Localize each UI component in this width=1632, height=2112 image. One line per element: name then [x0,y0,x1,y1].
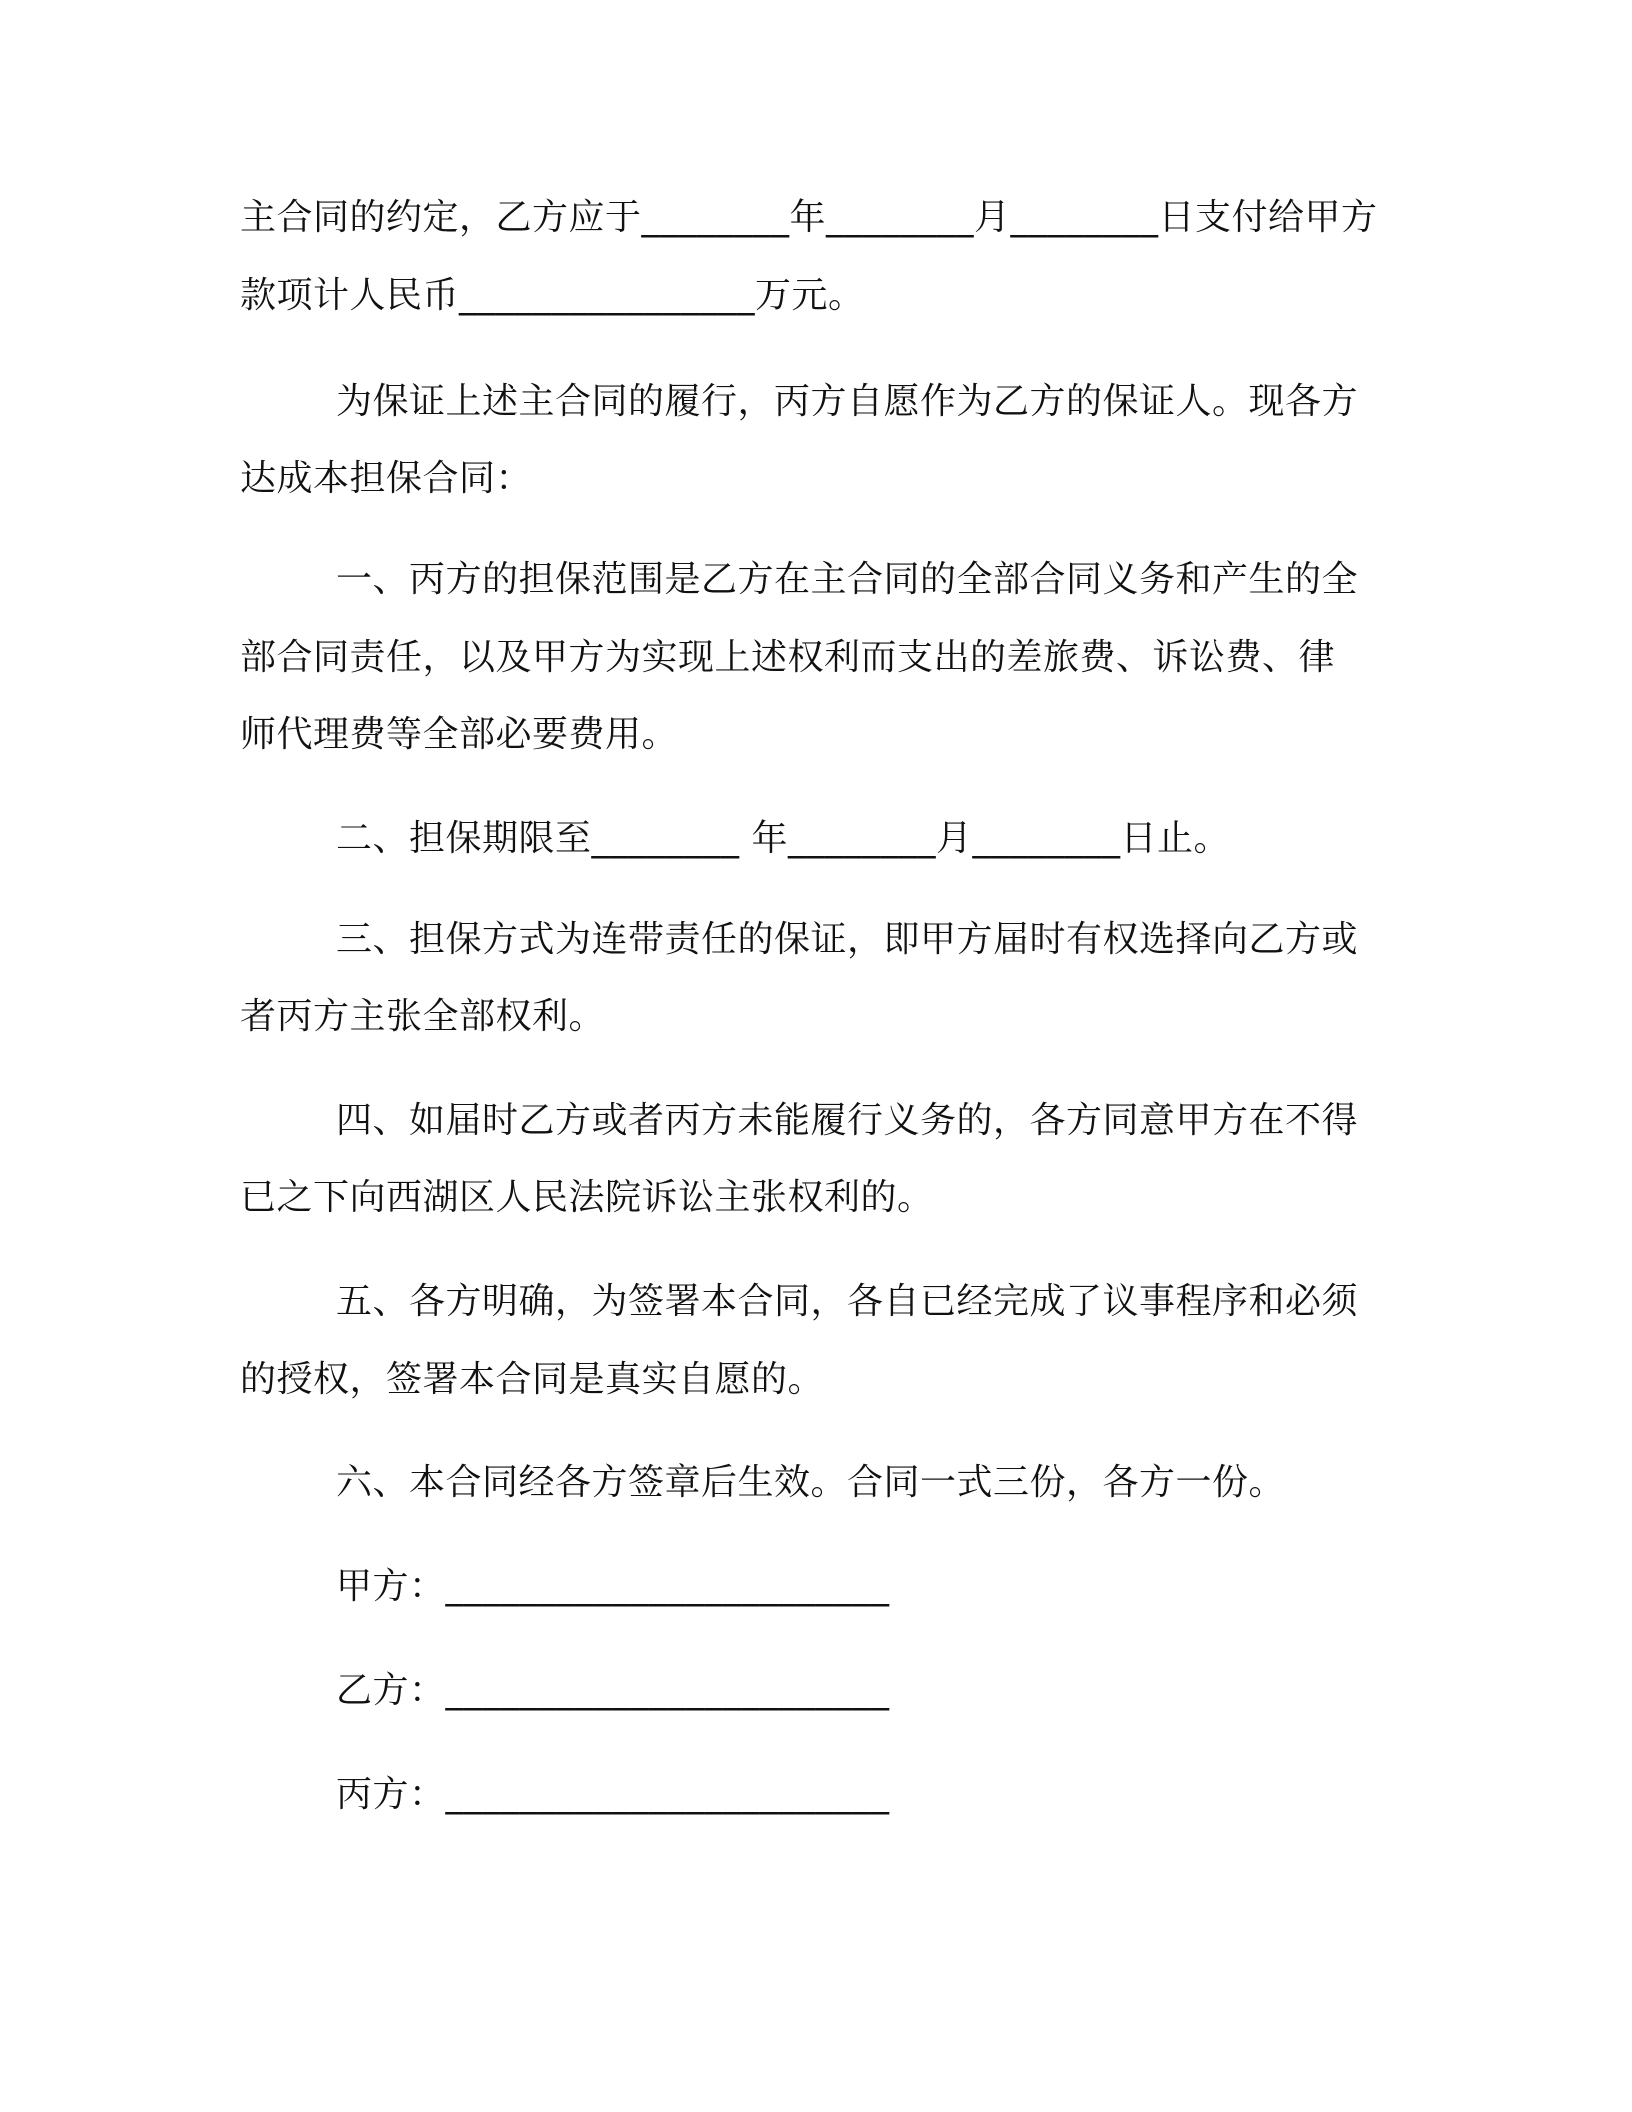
clause-1-line: 师代理费等全部必要费用。 [240,714,679,755]
clause-6-line: 六、本合同经各方签章后生效。合同一式三份，各方一份。 [336,1462,1286,1503]
paragraph-line: 主合同的约定，乙方应于________年________月________日支付给甲方 [240,197,1378,238]
party-a-signature-line: 甲方：________________________ [336,1566,890,1607]
paragraph-line: 款项计人民币________________万元。 [240,275,865,316]
clause-4-line: 已之下向西湖区人民法院诉讼主张权利的。 [240,1177,934,1218]
clause-1-line: 一、丙方的担保范围是乙方在主合同的全部合同义务和产生的全 [336,559,1359,600]
clause-1-line: 部合同责任，以及甲方为实现上述权利而支出的差旅费、诉讼费、律 [240,637,1336,678]
paragraph-line: 为保证上述主合同的履行，丙方自愿作为乙方的保证人。现各方 [336,381,1359,422]
party-c-signature-line: 丙方：________________________ [336,1774,890,1815]
clause-4-line: 四、如届时乙方或者丙方未能履行义务的，各方同意甲方在不得 [336,1100,1359,1141]
clause-5-line: 五、各方明确，为签署本合同，各自已经完成了议事程序和必须 [336,1281,1359,1322]
clause-2-line: 二、担保期限至________ 年________月________日止。 [336,818,1230,859]
clause-3-line: 三、担保方式为连带责任的保证，即甲方届时有权选择向乙方或 [336,919,1359,960]
clause-3-line: 者丙方主张全部权利。 [240,996,606,1037]
paragraph-line: 达成本担保合同： [240,458,533,499]
clause-5-line: 的授权，签署本合同是真实自愿的。 [240,1359,825,1400]
party-b-signature-line: 乙方：________________________ [336,1670,890,1711]
